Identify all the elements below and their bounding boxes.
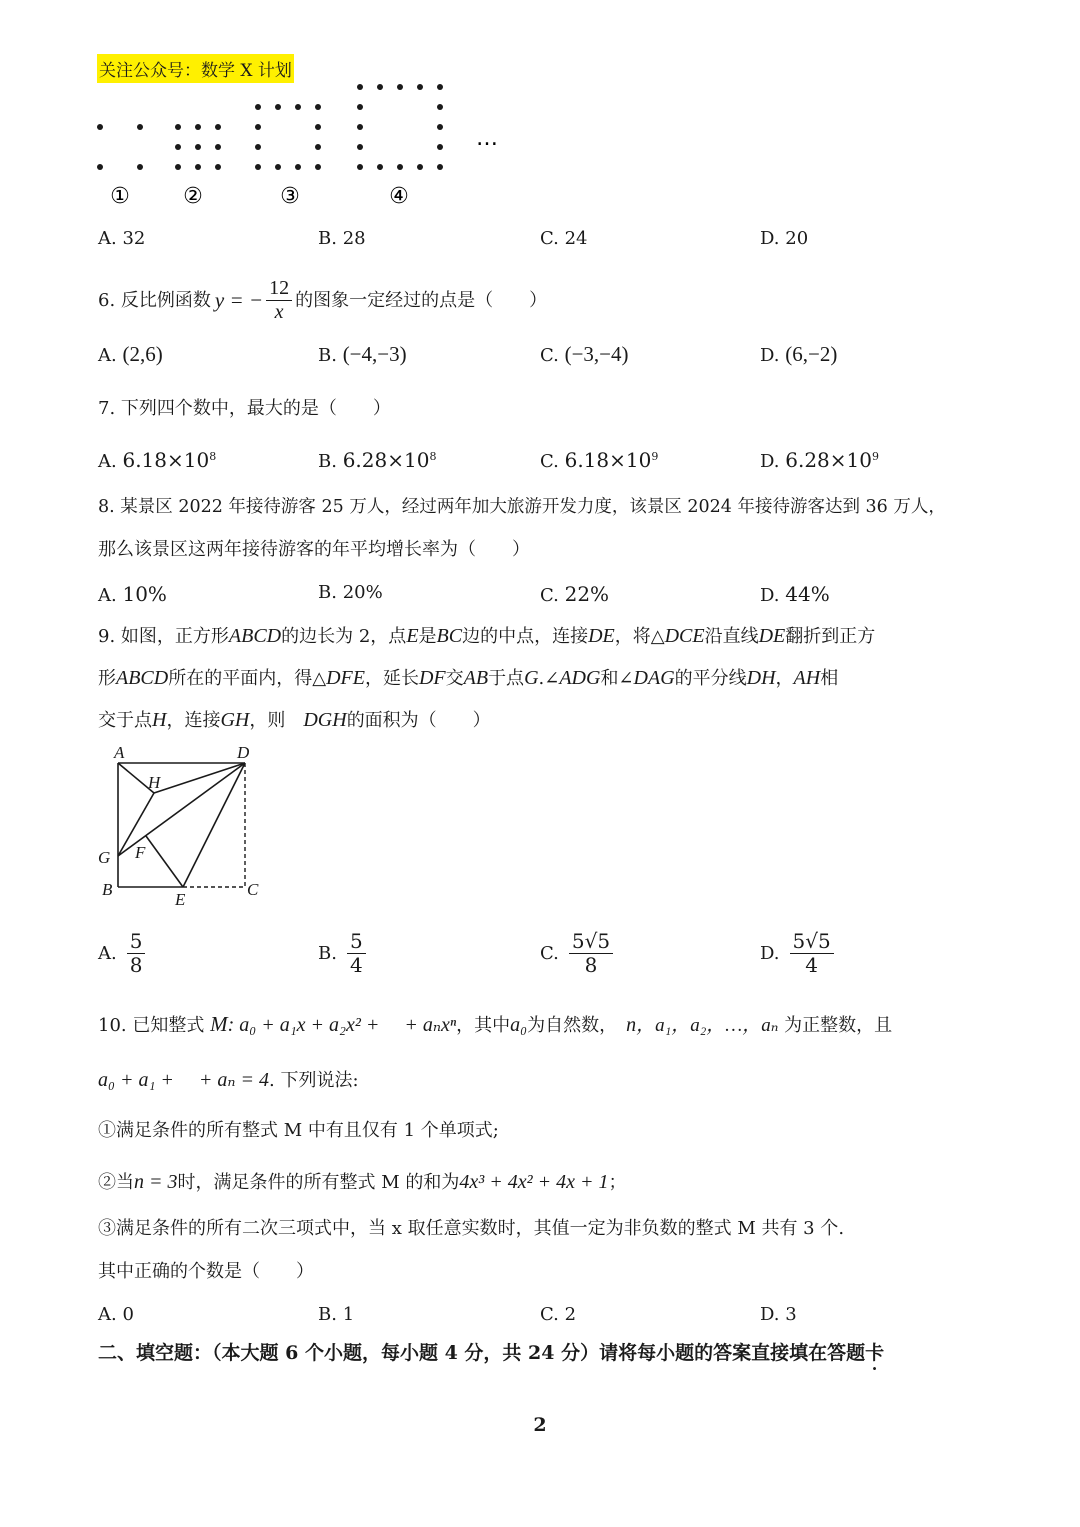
- q9-option-c: C. $\frac{5√5}{8}$: [540, 930, 616, 977]
- pattern-2-dot: [175, 144, 181, 150]
- q5-option-b: B. 28: [318, 228, 366, 249]
- fig-label-a: A: [114, 743, 125, 762]
- pattern-4-dot: [437, 144, 443, 150]
- pattern-3-dot: [315, 144, 321, 150]
- pattern-2-dot: [175, 164, 181, 170]
- pattern-4-dot: [417, 164, 423, 170]
- fig-label-f: F: [135, 843, 146, 862]
- q6-option-d: D. (6,−2): [760, 342, 838, 366]
- q10-statement-1: ①满足条件的所有整式 M 中有且仅有 1 个单项式;: [98, 1120, 499, 1141]
- pattern-ellipsis: …: [476, 126, 498, 151]
- pattern-2-dot: [195, 144, 201, 150]
- pattern-3-dot: [275, 104, 281, 110]
- promo-banner: 关注公众号：数学 X 计划: [97, 54, 294, 83]
- pattern-4-dot: [357, 144, 363, 150]
- q7-option-d: D. $6.28\times 10^9$: [760, 448, 879, 472]
- pattern-1-dot: [97, 164, 103, 170]
- pattern-4-dot: [357, 124, 363, 130]
- pattern-2-dot: [215, 144, 221, 150]
- pattern-3-dot: [295, 104, 301, 110]
- pattern-label-3: ③: [280, 184, 300, 209]
- pattern-label-1: ①: [110, 184, 130, 209]
- q10-option-a: A. 0: [98, 1304, 134, 1325]
- q10-option-d: D. 3: [760, 1304, 797, 1325]
- pattern-3-dot: [315, 124, 321, 130]
- q10-statement-2: ②当n = 3时，满足条件的所有整式 M 的和为4x³ + 4x² + 4x + 1；: [98, 1171, 627, 1193]
- q10-stem-line1: 10. 已知整式 M: a₀ + a₁x + a₂x² + + aₙxⁿ，其中a₀为自然数， n，a₁，a₂，…，aₙ 为正整数，且: [98, 1012, 893, 1036]
- q9-geometry-figure: [90, 738, 280, 913]
- q9-option-d: D. $\frac{5√5}{4}$: [760, 930, 837, 977]
- pattern-label-4: ④: [389, 184, 409, 209]
- q9-stem-line2: 形ABCD所在的平面内，得△DFE，延长DF交AB于点G.∠ADG和∠DAG的平分线DH，AH相: [98, 667, 839, 689]
- q10-statement-3: ③满足条件的所有二次三项式中，当 x 取任意实数时，其值一定为非负数的整式 M 共有 3 个.: [98, 1218, 845, 1239]
- pattern-3-dot: [275, 164, 281, 170]
- pattern-1-dot: [137, 164, 143, 170]
- q5-option-c: C. 24: [540, 228, 588, 249]
- pattern-4-dot: [377, 164, 383, 170]
- q7-option-c: C. $6.18\times 10^9$: [540, 448, 659, 472]
- q8-option-d: D. 44%: [760, 582, 830, 606]
- q8-stem-line2: 那么该景区这两年接待游客的年平均增长率为（ ）: [98, 539, 530, 560]
- pattern-4-dot: [377, 84, 383, 90]
- q8-option-c: C. 22%: [540, 582, 610, 606]
- q10-option-b: B. 1: [318, 1304, 355, 1325]
- q6-option-a: A. (2,6): [98, 342, 163, 366]
- pattern-1-dot: [97, 124, 103, 130]
- q5-option-d: D. 20: [760, 228, 809, 249]
- pattern-3-dot: [255, 104, 261, 110]
- fig-label-d: D: [237, 743, 250, 762]
- q9-option-a: A. $\frac{5}{8}$: [98, 930, 148, 977]
- pattern-2-dot: [195, 124, 201, 130]
- pattern-2-dot: [215, 124, 221, 130]
- pattern-4-dot: [357, 84, 363, 90]
- q6-option-c: C. (−3,−4): [540, 342, 629, 366]
- q6-option-b: B. (−4,−3): [318, 342, 407, 366]
- pattern-4-dot: [437, 104, 443, 110]
- pattern-3-dot: [315, 104, 321, 110]
- q8-option-a: A. 10%: [98, 582, 167, 606]
- q10-ask: 其中正确的个数是（ ）: [98, 1261, 314, 1282]
- q9-option-b: B. $\frac{5}{4}$: [318, 930, 369, 977]
- q7-option-b: B. $6.28\times 10^8$: [318, 448, 437, 472]
- page-number: 2: [533, 1414, 547, 1436]
- fig-label-g: G: [98, 848, 111, 867]
- fig-label-h: H: [148, 773, 161, 792]
- pattern-2-dot: [175, 124, 181, 130]
- pattern-2-dot: [215, 164, 221, 170]
- q8-option-b: B. 20%: [318, 582, 383, 603]
- pattern-4-dot: [357, 164, 363, 170]
- pattern-4-dot: [437, 124, 443, 130]
- q10-option-c: C. 2: [540, 1304, 577, 1325]
- section-2-heading: 二、填空题：（本大题 6 个小题，每小题 4 分，共 24 分）请将每小题的答案直接填在答题卡: [98, 1342, 885, 1364]
- pattern-4-dot: [437, 84, 443, 90]
- fig-label-e: E: [175, 890, 186, 909]
- q7-option-a: A. $6.18\times 10^8$: [98, 448, 217, 472]
- pattern-3-dot: [255, 124, 261, 130]
- q9-stem-line1: 9. 如图，正方形ABCD的边长为 2，点E是BC边的中点，连接DE，将△DCE沿直线DE翻折到正方: [98, 625, 876, 647]
- q5-option-a: A. 32: [98, 228, 146, 249]
- pattern-4-dot: [357, 104, 363, 110]
- dot-pattern-figure: [80, 70, 520, 220]
- pattern-4-dot: [397, 84, 403, 90]
- q9-stem-line3: 交于点H，连接GH，则 DGH的面积为（ ）: [98, 709, 491, 731]
- q10-stem-line2: a₀ + a₁ + + aₙ = 4. 下列说法:: [98, 1069, 359, 1091]
- pattern-3-dot: [315, 164, 321, 170]
- pattern-3-dot: [255, 164, 261, 170]
- fig-label-b: B: [102, 880, 113, 899]
- pattern-4-dot: [437, 164, 443, 170]
- pattern-4-dot: [417, 84, 423, 90]
- q7-stem: 7. 下列四个数中，最大的是（ ）: [98, 398, 391, 419]
- pattern-label-2: ②: [183, 184, 203, 209]
- q6-stem: 6. 反比例函数 y = − $\frac{12}{x}$ 的图象一定经过的点是（ ）: [98, 277, 548, 323]
- fig-label-c: C: [247, 880, 259, 899]
- pattern-3-dot: [295, 164, 301, 170]
- pattern-4-dot: [397, 164, 403, 170]
- q8-stem-line1: 8. 某景区 2022 年接待游客 25 万人，经过两年加大旅游开发力度，该景区 2024 年接待游客达到 36 万人，: [98, 497, 946, 517]
- pattern-1-dot: [137, 124, 143, 130]
- pattern-3-dot: [255, 144, 261, 150]
- pattern-2-dot: [195, 164, 201, 170]
